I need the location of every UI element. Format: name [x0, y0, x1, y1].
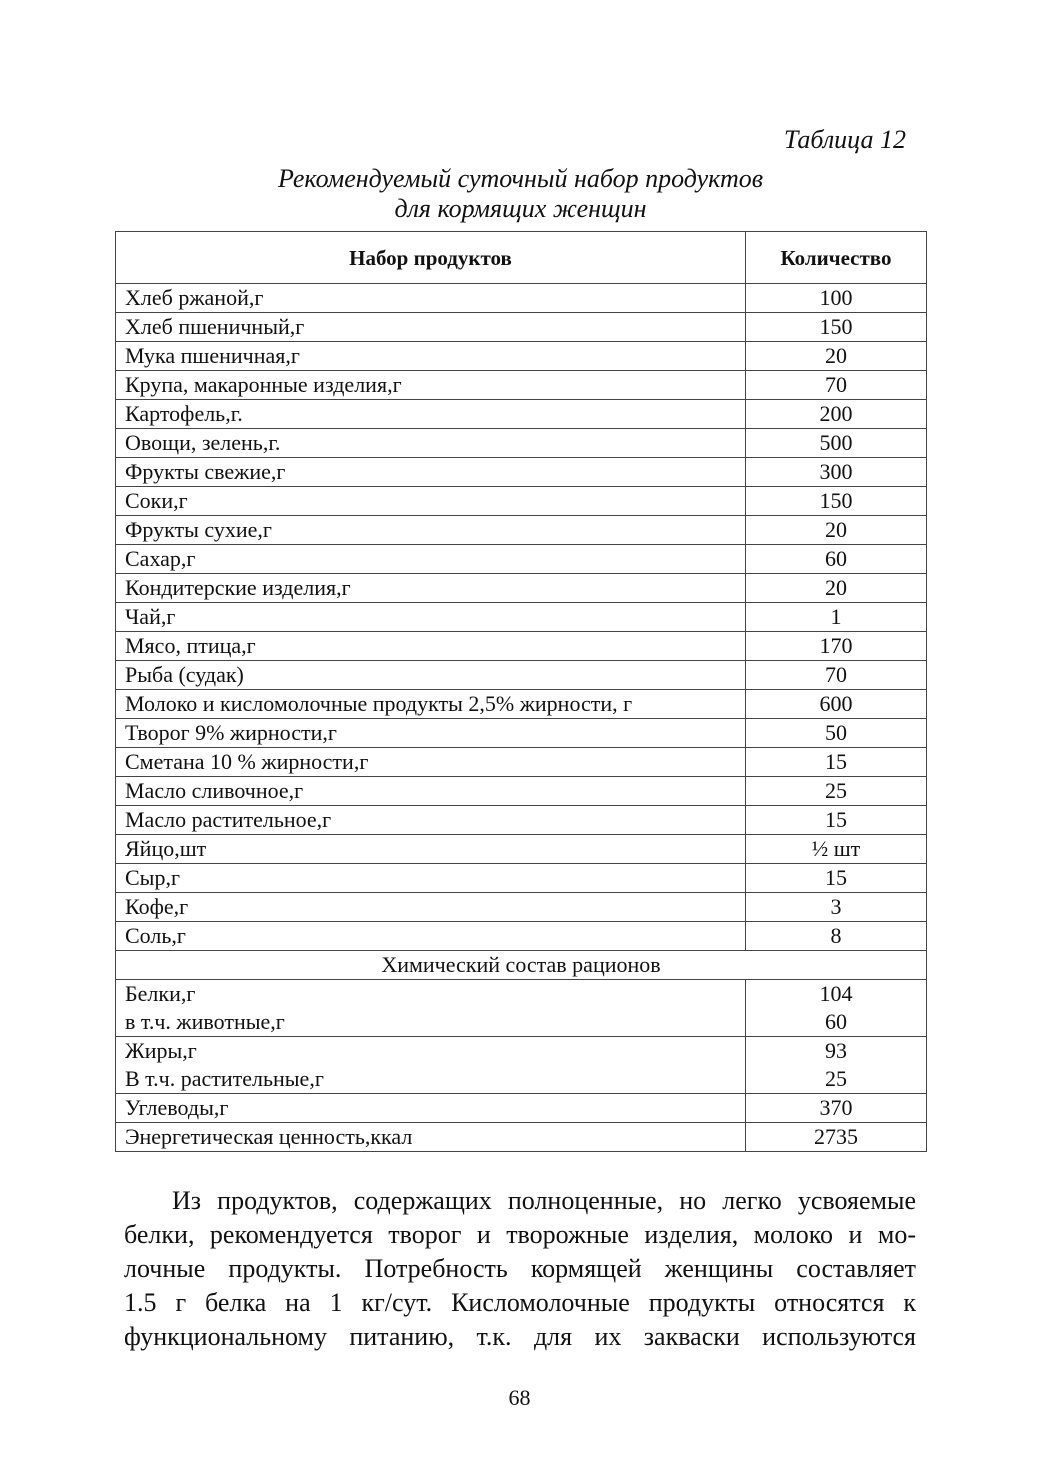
product-name: Мясо, птица,г	[116, 632, 746, 661]
product-amount: 150	[746, 487, 927, 516]
product-amount: 15	[746, 864, 927, 893]
composition-sub-name: в т.ч. животные,г	[125, 1009, 285, 1034]
composition-sub-amount: 60	[825, 1009, 847, 1034]
body-paragraph	[124, 1184, 916, 1354]
composition-row-fat	[116, 1037, 927, 1094]
product-name: Масло сливочное,г	[116, 777, 746, 806]
product-name: Кофе,г	[116, 893, 746, 922]
product-name: Хлеб ржаной,г	[116, 284, 746, 313]
product-amount: 15	[746, 806, 927, 835]
product-rows	[116, 284, 927, 951]
product-amount: 70	[746, 371, 927, 400]
product-name: Кондитерские изделия,г	[116, 574, 746, 603]
composition-amount: 93	[825, 1038, 847, 1063]
product-amount: 20	[746, 342, 927, 371]
product-name: Творог 9% жирности,г	[116, 719, 746, 748]
product-name: Сахар,г	[116, 545, 746, 574]
composition-amount: 104	[819, 981, 853, 1006]
table-title-line-1: Рекомендуемый суточный набор продуктов	[277, 164, 764, 193]
product-name: Крупа, макаронные изделия,г	[116, 371, 746, 400]
table-row	[116, 342, 927, 371]
table-row	[116, 284, 927, 313]
table-row	[116, 690, 927, 719]
products-table	[115, 231, 927, 1152]
product-amount: 70	[746, 661, 927, 690]
composition-amount-cell	[746, 980, 927, 1037]
table-row	[116, 458, 927, 487]
composition-amount: 370	[746, 1094, 927, 1123]
table-row	[116, 835, 927, 864]
product-name: Масло растительное,г	[116, 806, 746, 835]
header-product: Набор продуктов	[116, 232, 746, 284]
product-name: Молоко и кисломолочные продукты 2,5% жирности, г	[116, 690, 746, 719]
section-title: Химический состав рационов	[116, 951, 927, 980]
product-amount: 60	[746, 545, 927, 574]
product-name: Фрукты сухие,г	[116, 516, 746, 545]
table-row	[116, 574, 927, 603]
header-amount: Количество	[746, 232, 927, 284]
composition-amount: 2735	[746, 1123, 927, 1152]
product-name: Картофель,г.	[116, 400, 746, 429]
table-row	[116, 748, 927, 777]
table-row	[116, 777, 927, 806]
table-row	[116, 922, 927, 951]
table-row	[116, 893, 927, 922]
table-title-line-2: для кормящих женщин	[394, 194, 647, 223]
product-amount: ½ шт	[746, 835, 927, 864]
paragraph-line: белки, рекомендуется творог и творожные изделия, молоко и мо-	[124, 1220, 916, 1249]
composition-name: Жиры,г	[125, 1038, 197, 1063]
table-row	[116, 632, 927, 661]
product-name: Мука пшеничная,г	[116, 342, 746, 371]
composition-row-energy	[116, 1123, 927, 1152]
paragraph-line: Из продуктов, содержащих полноценные, но легко усвояемые	[172, 1186, 916, 1215]
product-amount: 100	[746, 284, 927, 313]
product-amount: 25	[746, 777, 927, 806]
product-amount: 50	[746, 719, 927, 748]
composition-name: Белки,г	[125, 981, 196, 1006]
composition-row-protein	[116, 980, 927, 1037]
product-amount: 170	[746, 632, 927, 661]
product-amount: 600	[746, 690, 927, 719]
table-row	[116, 864, 927, 893]
product-amount: 500	[746, 429, 927, 458]
product-name: Соль,г	[116, 922, 746, 951]
composition-amount-cell	[746, 1037, 927, 1094]
table-title	[115, 164, 926, 224]
table-row	[116, 429, 927, 458]
product-amount: 8	[746, 922, 927, 951]
composition-sub-name: В т.ч. растительные,г	[125, 1066, 324, 1091]
product-name: Сыр,г	[116, 864, 746, 893]
table-row	[116, 400, 927, 429]
product-amount: 200	[746, 400, 927, 429]
composition-name: Энергетическая ценность,ккал	[116, 1123, 746, 1152]
composition-name-cell	[116, 980, 746, 1037]
product-name: Хлеб пшеничный,г	[116, 313, 746, 342]
paragraph-line: функциональному питанию, т.к. для их закваски используются	[124, 1322, 916, 1351]
table-row	[116, 371, 927, 400]
product-amount: 20	[746, 574, 927, 603]
page-number: 68	[508, 1385, 531, 1410]
table-header-row	[116, 232, 927, 284]
table-row	[116, 719, 927, 748]
table-label: Таблица 12	[783, 125, 906, 154]
product-amount: 300	[746, 458, 927, 487]
table-row	[116, 661, 927, 690]
product-name: Рыба (судак)	[116, 661, 746, 690]
table-row	[116, 487, 927, 516]
composition-row-carbs	[116, 1094, 927, 1123]
table-row	[116, 516, 927, 545]
product-name: Чай,г	[116, 603, 746, 632]
composition-section	[116, 951, 927, 1152]
table-row	[116, 313, 927, 342]
table-row	[116, 806, 927, 835]
product-amount: 20	[746, 516, 927, 545]
table-row	[116, 603, 927, 632]
composition-name: Углеводы,г	[116, 1094, 746, 1123]
paragraph-line: лочные продукты. Потребность кормящей женщины составляет	[124, 1254, 916, 1283]
product-amount: 15	[746, 748, 927, 777]
table-row	[116, 545, 927, 574]
composition-name-cell	[116, 1037, 746, 1094]
product-name: Сметана 10 % жирности,г	[116, 748, 746, 777]
product-amount: 1	[746, 603, 927, 632]
section-title-row	[116, 951, 927, 980]
product-amount: 150	[746, 313, 927, 342]
paragraph-line: 1.5 г белка на 1 кг/сут. Кисломолочные продукты относятся к	[124, 1288, 916, 1317]
composition-sub-amount: 25	[825, 1066, 847, 1091]
product-amount: 3	[746, 893, 927, 922]
product-name: Фрукты свежие,г	[116, 458, 746, 487]
product-name: Яйцо,шт	[116, 835, 746, 864]
product-name: Соки,г	[116, 487, 746, 516]
product-name: Овощи, зелень,г.	[116, 429, 746, 458]
